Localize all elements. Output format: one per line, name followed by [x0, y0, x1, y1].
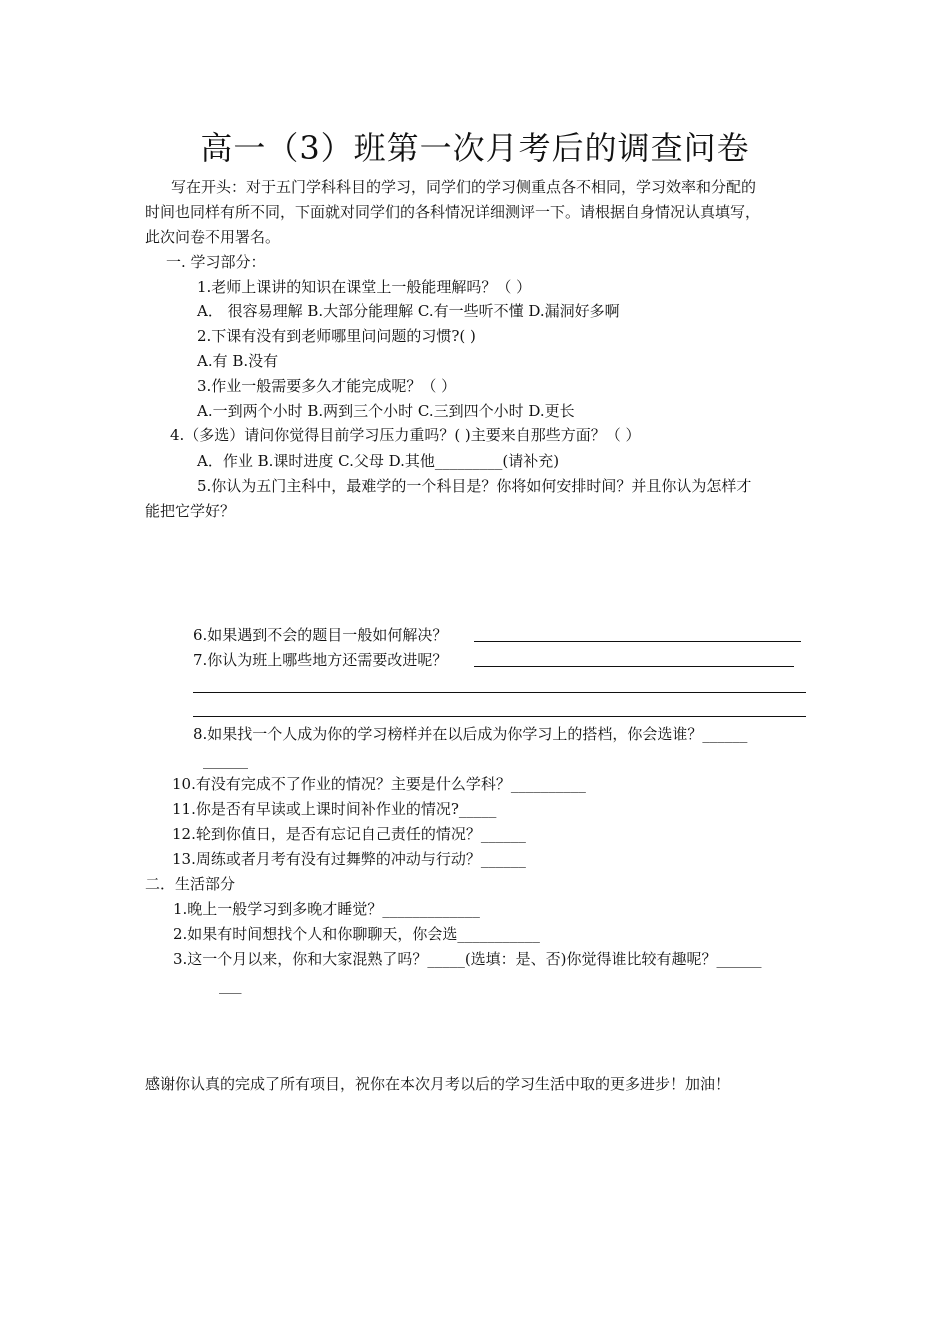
answer-line-q7-extra-1	[193, 692, 806, 693]
question-1-options: A． 很容易理解 B.大部分能理解 C.有一些听不懂 D.漏洞好多啊	[197, 302, 620, 320]
life-question-3-line-1: 3.这一个月以来，你和大家混熟了吗？_____(选填：是、否)你觉得谁比较有趣呢？______	[173, 950, 762, 968]
question-8-line-2: ______	[203, 751, 248, 769]
question-10: 10.有没有完成不了作业的情况？主要是什么学科？__________	[172, 775, 586, 793]
question-3-options: A.一到两个小时 B.两到三个小时 C.三到四个小时 D.更长	[197, 402, 575, 420]
question-3: 3.作业一般需要多久才能完成呢？（ ）	[197, 377, 457, 395]
section-life-heading: 二．生活部分	[145, 875, 236, 893]
answer-line-q7-extra-2	[193, 716, 806, 717]
question-6: 6.如果遇到不会的题目一般如何解决？	[193, 626, 448, 644]
question-7: 7.你认为班上哪些地方还需要改进呢？	[193, 651, 448, 669]
answer-line-q7	[474, 666, 794, 667]
life-question-3-line-2: ___	[219, 976, 242, 994]
section-study-heading: 一. 学习部分：	[166, 253, 266, 271]
question-5-line-2: 能把它学好？	[145, 502, 236, 520]
question-11: 11.你是否有早读或上课时间补作业的情况?_____	[172, 800, 497, 818]
question-4: 4.（多选）请问你觉得目前学习压力重吗？( )主要来自那些方面？（ ）	[170, 426, 641, 444]
life-question-2: 2.如果有时间想找个人和你聊聊天，你会选___________	[173, 925, 540, 943]
question-4-options: A．作业 B.课时进度 C.父母 D.其他_________(请补充)	[197, 452, 560, 470]
closing-note: 感谢你认真的完成了所有项目，祝你在本次月考以后的学习生活中取的更多进步！加油！	[145, 1075, 731, 1093]
question-2: 2.下课有没有到老师哪里问问题的习惯?( )	[197, 327, 476, 345]
page-title: 高一（3）班第一次月考后的调查问卷	[200, 129, 750, 167]
intro-line-1: 写在开头：对于五门学科科目的学习，同学们的学习侧重点各不相同，学习效率和分配的	[171, 178, 757, 196]
life-question-1: 1.晚上一般学习到多晚才睡觉？_____________	[173, 900, 480, 918]
intro-line-2: 时间也同样有所不同，下面就对同学们的各科情况详细测评一下。请根据自身情况认真填写，	[145, 203, 761, 221]
answer-line-q6	[474, 641, 801, 642]
question-5-line-1: 5.你认为五门主科中，最难学的一个科目是？你将如何安排时间？并且你认为怎样才	[197, 477, 752, 495]
question-1: 1.老师上课讲的知识在课堂上一般能理解吗？（ ）	[197, 278, 532, 296]
intro-line-3: 此次问卷不用署名。	[145, 228, 281, 246]
question-8-line-1: 8.如果找一个人成为你的学习榜样并在以后成为你学习上的搭档，你会选谁？______	[193, 725, 748, 743]
question-2-options: A.有 B.没有	[197, 352, 279, 370]
question-13: 13.周练或者月考有没有过舞弊的冲动与行动？______	[172, 850, 526, 868]
question-12: 12.轮到你值日，是否有忘记自己责任的情况？______	[172, 825, 526, 843]
